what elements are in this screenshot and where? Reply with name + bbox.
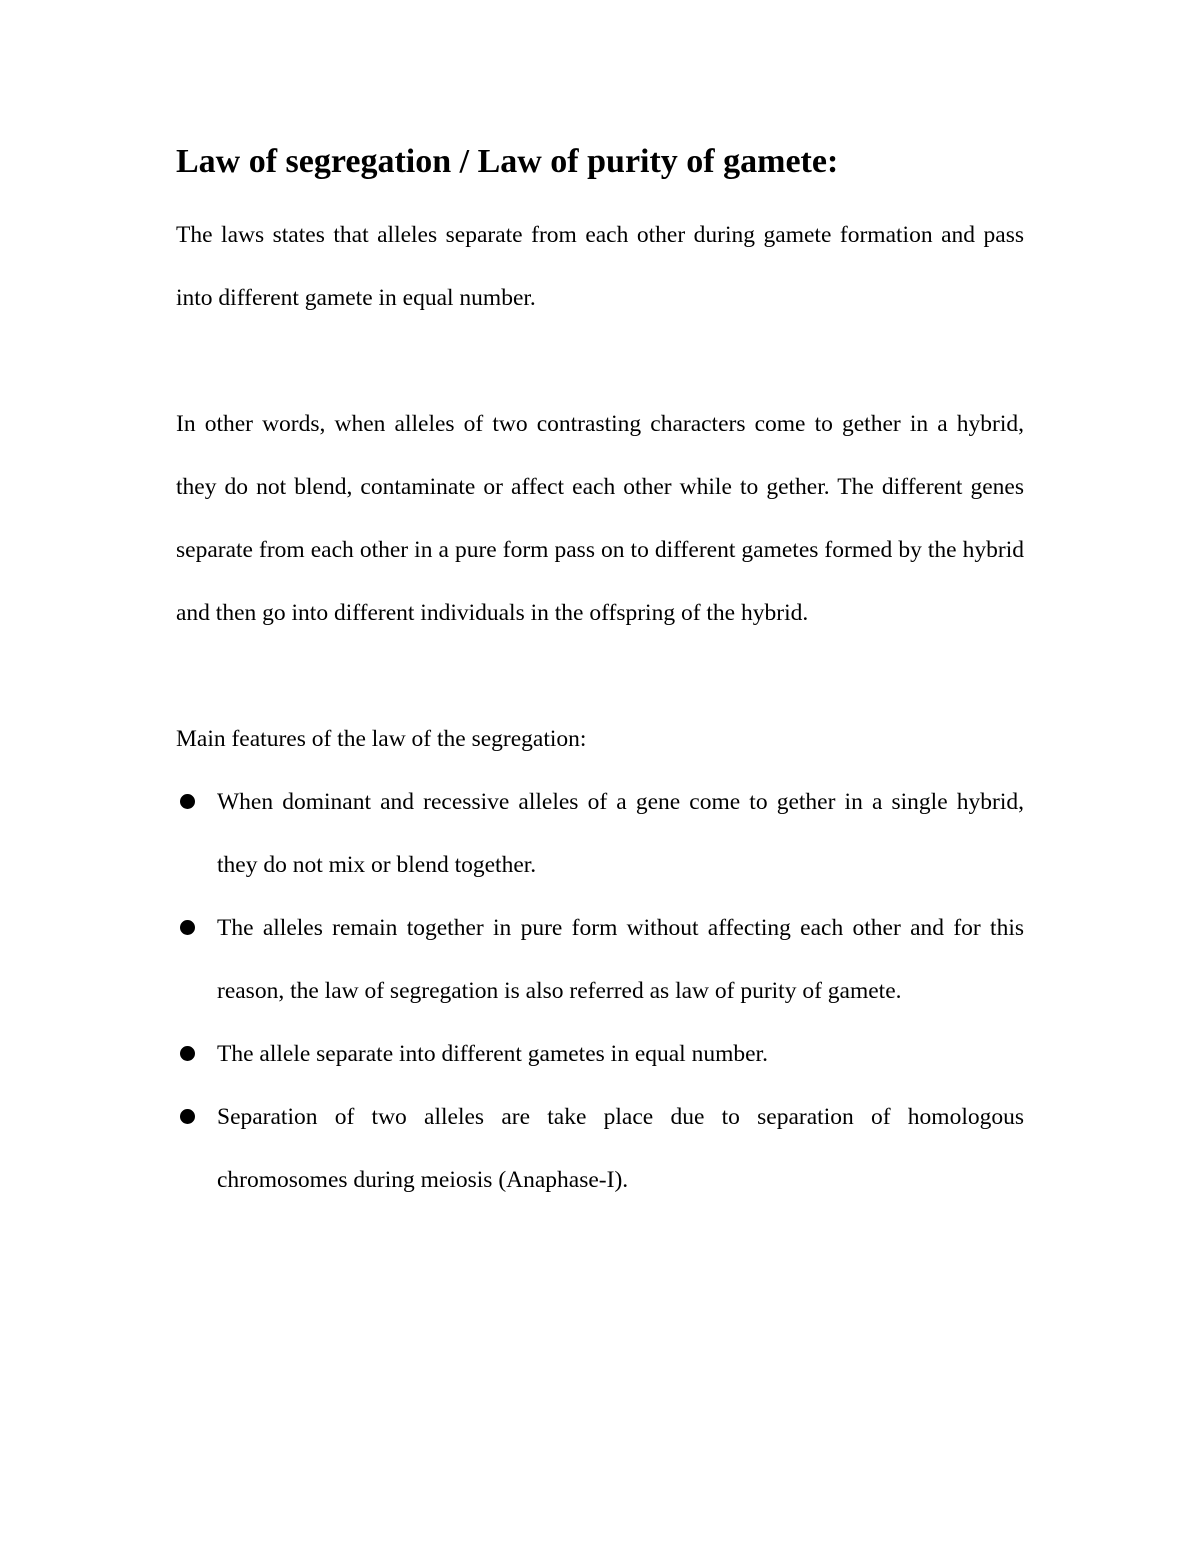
list-item (176, 897, 1024, 1023)
bullet-icon (180, 794, 195, 809)
document-content (176, 138, 1024, 1212)
list-item-text: The alleles remain together in pure form without affecting each other and for this reason, the law of segregation is also referred as law of purity of gamete. (217, 915, 1024, 1004)
list-item (176, 771, 1024, 897)
bullet-icon (180, 1109, 195, 1124)
list-item-text: When dominant and recessive alleles of a gene come to gether in a single hybrid, they do not mix or blend together. (217, 789, 1024, 878)
features-list (176, 771, 1024, 1212)
list-item (176, 1023, 1024, 1086)
features-heading: Main features of the law of the segregation: (176, 726, 587, 752)
list-item-text: The allele separate into different gametes in equal number. (217, 1041, 768, 1067)
page-title: Law of segregation / Law of purity of gamete: (176, 143, 839, 180)
bullet-icon (180, 920, 195, 935)
explanation-paragraph: In other words, when alleles of two contrasting characters come to gether in a hybrid, they do not blend, contaminate or affect each other while to gether. The different genes separate from each other in a pure form pass on to different gametes formed by the hybrid and then go into different individuals in the offspring of the hybrid. (176, 411, 1024, 626)
list-item (176, 1086, 1024, 1212)
list-item-text: Separation of two alleles are take place due to separation of homologous chromosomes during meiosis (Anaphase-I). (217, 1104, 1024, 1193)
bullet-icon (180, 1046, 195, 1061)
definition-paragraph: The laws states that alleles separate from each other during gamete formation and pass into different gamete in equal number. (176, 222, 1024, 311)
